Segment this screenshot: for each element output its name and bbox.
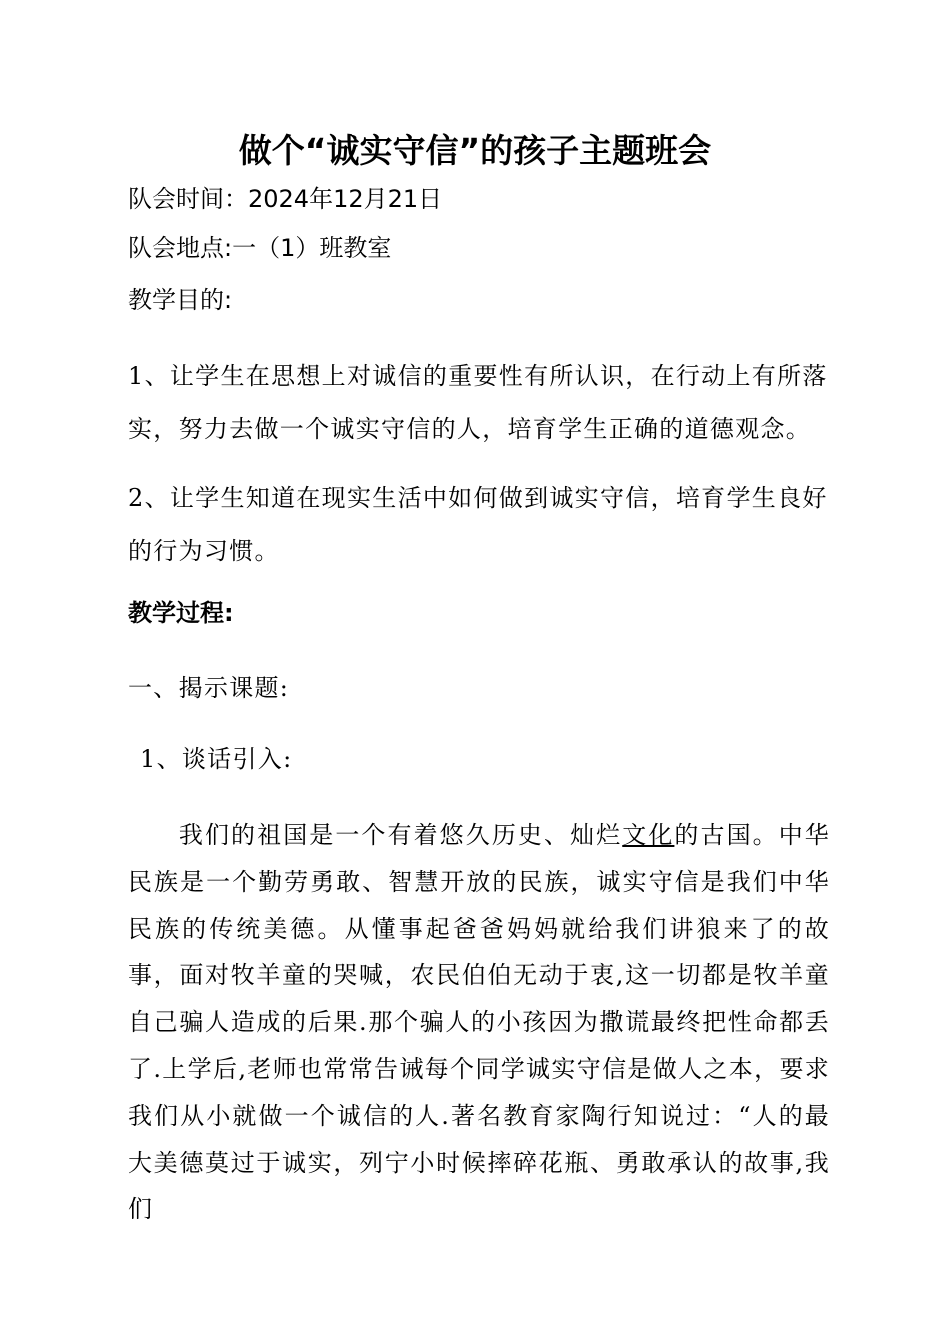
teaching-goal-heading: 教学目的: (128, 286, 233, 314)
story-text-after-link: 的古国。中华民族是一个勤劳勇敢、智慧开放的民族，诚实守信是我们中华民族的传统美德。从懂事起爸爸妈妈就给我们讲狼来了的故事，面对牧羊童的哭喊，农民伯伯无动于衷,这一切都是牧羊童自己骗人造成的后果.那个骗人的小孩因为撒谎最终把性命都丢了.上学后,老师也常常告诫每个同学诚实守信是做人之本，要求我们从小就做一个诚信的人.著名教育家陶行知说过：“人的最大美德莫过于诚实，列宁小时候摔碎花瓶、勇敢承认的故事,我们 (128, 821, 831, 1224)
process-heading: 教学过程: (128, 599, 234, 627)
goal-item-2: 2、让学生知道在现实生活中如何做到诚实守信，培育学生良好的行为习惯。 (128, 484, 828, 565)
culture-link[interactable]: 文化 (622, 821, 675, 849)
goal-item-1: 1、让学生在思想上对诚信的重要性有所认识，在行动上有所落实，努力去做一个诚实守信的人，培育学生正确的道德观念。 (128, 362, 828, 443)
document-title: 做个“诚实守信”的孩子主题班会 (238, 131, 712, 170)
section-one-heading: 一、揭示课题: (128, 674, 290, 702)
story-paragraph (128, 812, 830, 1233)
subsection-one-heading: 1、谈话引入: (140, 745, 293, 773)
story-text-before-link: 我们的祖国是一个有着悠久历史、灿烂 (178, 821, 623, 849)
meeting-time: 队会时间：2024年12月21日 (128, 185, 443, 213)
meeting-place: 队会地点:一（1）班教室 (128, 234, 392, 262)
